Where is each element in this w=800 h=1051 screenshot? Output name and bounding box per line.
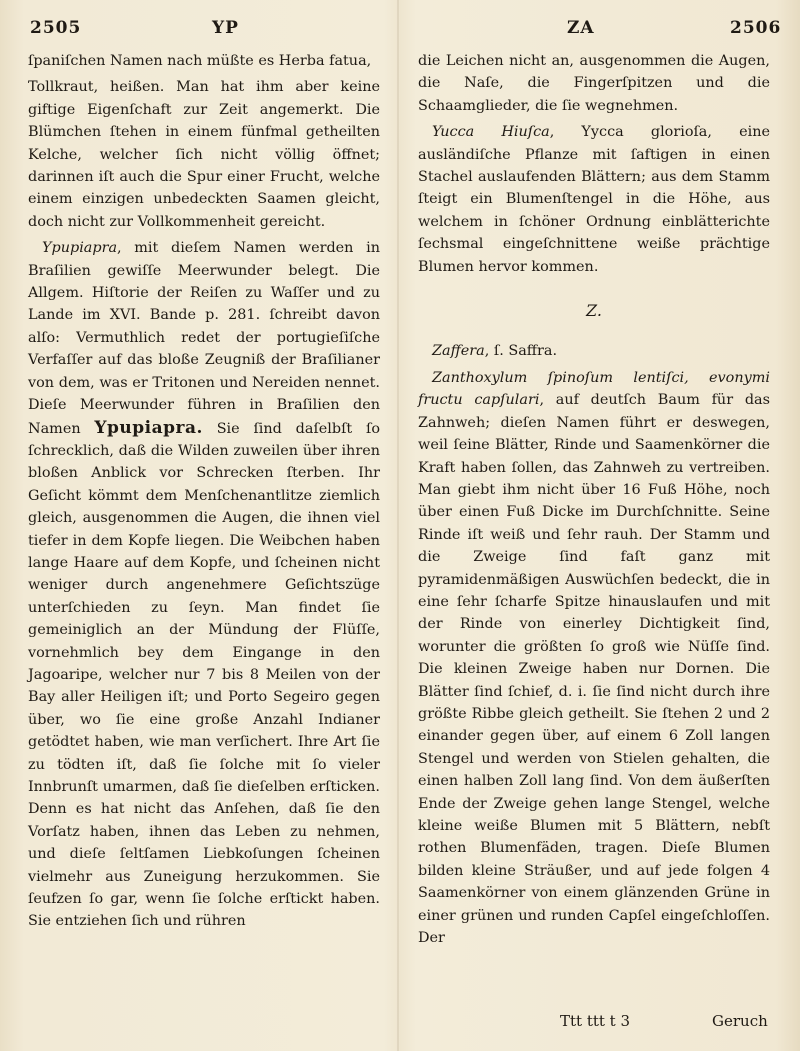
- entry-name-bold: Ypupiapra.: [94, 417, 203, 438]
- entry-term: Ypupiapra: [42, 240, 118, 257]
- entry-zanthoxylum: [418, 367, 770, 950]
- zanth-term: Zanthoxylum ſpinoſum lentiſci, evonymi fructu capſulari: [418, 369, 770, 409]
- yucca-body: , Yycca glorioſa, eine ausländiſche Pflanze mit ſaftigen in einen Stachel auslaufenden Blättern; aus dem Stamm ſteigt ein Blumenſtengel in die Höhe, aus welchem in ſchöner Ordnung einblätterichte ſechsmal eingeſchnittene weiße prächtige Blumen hervor kommen.: [418, 124, 770, 275]
- catchword: Geruch: [712, 1012, 768, 1030]
- section-letter: Z.: [586, 301, 602, 321]
- signature-mark: Ttt ttt t 3: [560, 1012, 631, 1030]
- right-column: [418, 50, 770, 949]
- entry-ypupiapra: [28, 237, 380, 933]
- right-running-head: ZA: [567, 18, 595, 38]
- left-column: [28, 50, 380, 933]
- yucca-term: Yucca Hiuſca: [432, 124, 550, 141]
- entry-body: , mit dieſem Namen werden in Braſilien gewiſſe Meerwunder belegt. Die Allgem. Hiſtorie der Reiſen zu Waſſer und zu Lande im XVI. Bande p. 281. ſchreibt davon alſo: Vermuthlich redet der portugieſiſche Verfaſſer auf das bloße Zeugniß der Braſilianer von dem, was er Tritonen und Nereiden nennet. Dieſe Meerwunder führen in Braſilien den Namen: [28, 240, 380, 437]
- right-intro: die Leichen nicht an, ausgenommen die Augen, die Naſe, die Fingerſpitzen und die Schaamglieder, die ſie wegnehmen.: [418, 53, 770, 114]
- left-para-2: Tollkraut, heißen. Man hat ihm aber keine giftige Eigenſchaft zur Zeit angemerkt. Die Blümchen ſtehen in einem fünfmal getheilten Kelche, welcher ſich nicht völlig öffnet; darinnen iſt auch die Spur einer Frucht, welche einem einzigen unbedeckten Saamen gleicht, doch nicht zur Vollkommenheit gereicht.: [28, 79, 380, 230]
- zanth-body: , auf deutſch Baum für das Zahnweh; dieſen Namen führt er deswegen, weil ſeine Blätter, Rinde und Saamenkörner die Kraft haben ſollen, das Zahnweh zu vertreiben. Man giebt ihm nicht über 16 Fuß Höhe, noch über einen Fuß Dicke im Durchſchnitte. Seine Rinde iſt weiß und ſehr rauh. Der Stamm und die Zweige ſind faſt ganz mit pyramidenmäßigen Auswüchſen bedeckt, die in eine ſehr ſcharfe Spitze hinauslaufen und mit der Rinde von einerley Dichtigkeit ſind, worunter die größten ſo groß wie Nüſſe ſind. Die kleinen Zweige haben nur Dornen. Die Blätter ſind ſchief, d. i. ſie ſind nicht durch ihre größte Ribbe gleich getheilt. Sie ſtehen 2 und 2 einander gegen über, auf einem 6 Zoll langen Stengel und werden von Stielen gehalten, die einen halben Zoll lang ſind. Von dem äußerſten Ende der Zweige gehen lange Stengel, welche kleine weiße Blumen mit 5 Blättern, nebſt rothen Blumenfäden, tragen. Dieſe Blumen bilden kleine Sträußer, und auf jede folgen 4 Saamenkörner von einem glänzenden Grüne in einer grünen und runden Capſel eingeſchloſſen. Der: [418, 392, 770, 947]
- entry-yucca: [418, 121, 770, 278]
- book-spine: [397, 0, 399, 1051]
- left-running-head: YP: [212, 18, 239, 38]
- entry-zaffera: [418, 340, 770, 362]
- left-para-1: ſpaniſchen Namen nach müßte es Herba fatua,: [28, 53, 372, 69]
- right-page-number: 2506: [730, 18, 782, 38]
- zaffera-term: Zaffera: [432, 343, 485, 360]
- left-page-number: 2505: [30, 18, 82, 38]
- entry-body-2: Sie ſind daſelbſt ſo ſchrecklich, daß die Wilden zuweilen über ihren bloßen Anblick vor Schrecken ſterben. Ihr Geſicht kömmt dem Menſchenantlitze ziemlich gleich, ausgenommen die Augen, die ihnen viel tiefer in dem Kopfe liegen. Die Weibchen haben lange Haare auf dem Kopfe, und ſcheinen nicht weniger durch angenehmere Geſichtszüge unterſchieden zu ſeyn. Man findet ſie gemeiniglich an der Mündung der Flüſſe, vornehmlich bey dem Eingange in den Jagoaripe, welcher nur 7 bis 8 Meilen von der Bay aller Heiligen iſt; und Porto Segeiro gegen über, wo ſie eine große Anzahl Indianer getödtet haben, wie man verſichert. Ihre Art ſie zu tödten iſt, daß ſie ſolche mit ſo vieler Innbrunſt umarmen, daß ſie dieſelben erſticken. Denn es hat nicht das Anſehen, daß ſie den Vorſatz haben, ihnen das Leben zu nehmen, und dieſe ſeltſamen Liebkoſungen ſcheinen vielmehr aus Zuneigung herzukommen. Sie ſeufzen ſo gar, wenn ſie ſolche erſtickt haben. Sie entziehen ſich und rühren: [28, 420, 380, 930]
- zaffera-body: , ſ. Saffra.: [484, 343, 558, 360]
